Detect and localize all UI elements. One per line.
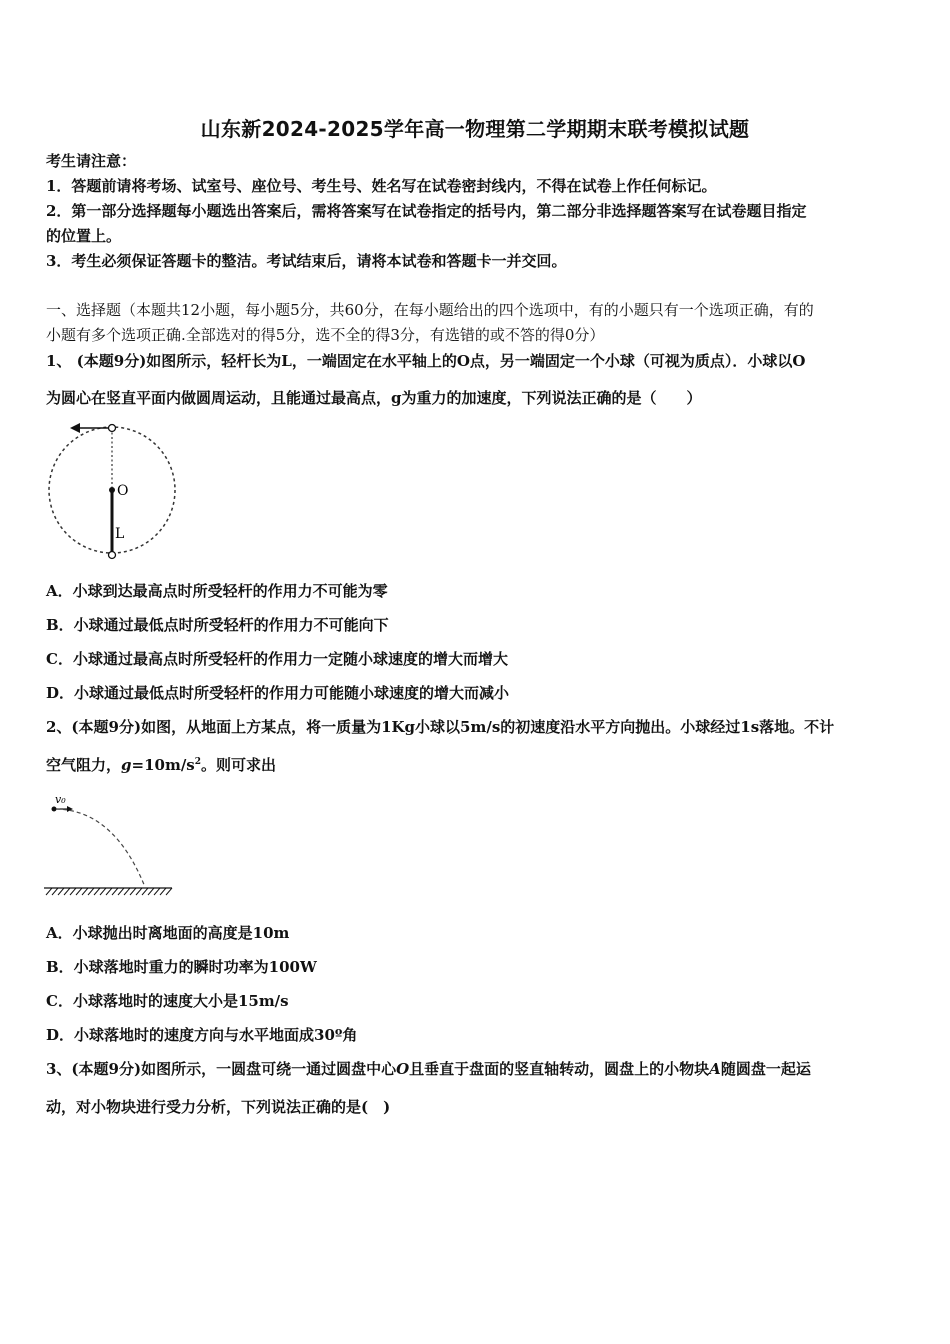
q1-stem-line2: 为圆心在竖直平面内做圆周运动，且能通过最高点，g为重力的加速度，下列说法正确的是（ ） <box>46 389 702 407</box>
section1-intro-line2: 小题有多个选项正确.全部选对的得5分，选不全的得3分，有选错的或不答的得0分） <box>46 326 605 344</box>
launch-ball <box>52 807 57 812</box>
notice-item-1: 1．答题前请将考场、试室号、座位号、考生号、姓名写在试卷密封线内，不得在试卷上作任何标记。 <box>46 177 717 195</box>
q1-stem-line1: 1、 (本题9分)如图所示，轻杆长为L，一端固定在水平轴上的O点，另一端固定一个小球（可视为质点）．小球以O <box>46 352 806 370</box>
q2-option-d: D．小球落地时的速度方向与水平地面成30º角 <box>46 1026 358 1044</box>
q1-option-b: B．小球通过最低点时所受轻杆的作用力不可能向下 <box>46 616 389 634</box>
q2-option-a: A．小球抛出时离地面的高度是10m <box>46 924 290 942</box>
q2-text-b: =10m/s <box>131 756 195 774</box>
q2-text-c: 。则可求出 <box>201 756 277 774</box>
q3-text-o: O <box>396 1060 410 1078</box>
q2-projectile-figure <box>44 790 176 902</box>
notice-heading: 考生请注意： <box>46 152 137 170</box>
q2-option-c: C．小球落地时的速度大小是15m/s <box>46 992 289 1010</box>
exam-title: 山东新2024-2025学年高一物理第二学期期末联考模拟试题 <box>200 117 750 141</box>
q1-option-d: D．小球通过最低点时所受轻杆的作用力可能随小球速度的增大而减小 <box>46 684 510 702</box>
label-v0: v₀ <box>55 793 66 806</box>
ball-bottom <box>109 552 116 559</box>
q3-text-c: 随圆盘一起运 <box>720 1060 811 1078</box>
q2-stem-line2 <box>46 754 908 776</box>
q3-text-b: 且垂直于盘面的竖直轴转动，圆盘上的小物块 <box>409 1060 710 1078</box>
q3-stem-line1 <box>46 1058 908 1080</box>
q1-option-a: A．小球到达最高点时所受轻杆的作用力不可能为零 <box>46 582 388 600</box>
ground-hatching <box>46 888 172 895</box>
trajectory-path <box>56 809 145 887</box>
pivot-point-o <box>109 487 115 493</box>
q2-text-a: 空气阻力， <box>46 756 122 774</box>
velocity-arrowhead-icon <box>70 423 80 433</box>
q3-text-a: 3、(本题9分)如图所示，一圆盘可绕一通过圆盘中心 <box>46 1060 397 1078</box>
q2-option-b: B．小球落地时重力的瞬时功率为100W <box>46 958 317 976</box>
notice-item-2-cont: 的位置上。 <box>46 227 122 245</box>
section1-intro-line1: 一、选择题（本题共12小题，每小题5分，共60分，在每小题给出的四个选项中，有的小题只有一个选项正确，有的 <box>46 301 814 319</box>
notice-item-2: 2．第一部分选择题每小题选出答案后，需将答案写在试卷指定的括号内，第二部分非选择题答案写在试卷题目指定 <box>46 202 807 220</box>
label-o: O <box>117 483 129 499</box>
q3-text-a2: A <box>709 1060 721 1078</box>
q2-text-g: g <box>121 756 132 774</box>
q3-stem-line2: 动，对小物块进行受力分析，下列说法正确的是( ) <box>46 1098 391 1116</box>
ball-top <box>109 425 116 432</box>
notice-item-3: 3．考生必须保证答题卡的整洁。考试结束后，请将本试卷和答题卡一并交回。 <box>46 252 567 270</box>
q1-circular-motion-figure <box>44 418 184 564</box>
q2-stem-line1: 2、(本题9分)如图，从地面上方某点，将一质量为1Kg小球以5m/s的初速度沿水平方向抛出。小球经过1s落地。不计 <box>46 718 835 736</box>
q1-option-c: C．小球通过最高点时所受轻杆的作用力一定随小球速度的增大而增大 <box>46 650 508 668</box>
q2-text-sup: 2 <box>194 757 202 767</box>
label-l: L <box>115 526 125 542</box>
